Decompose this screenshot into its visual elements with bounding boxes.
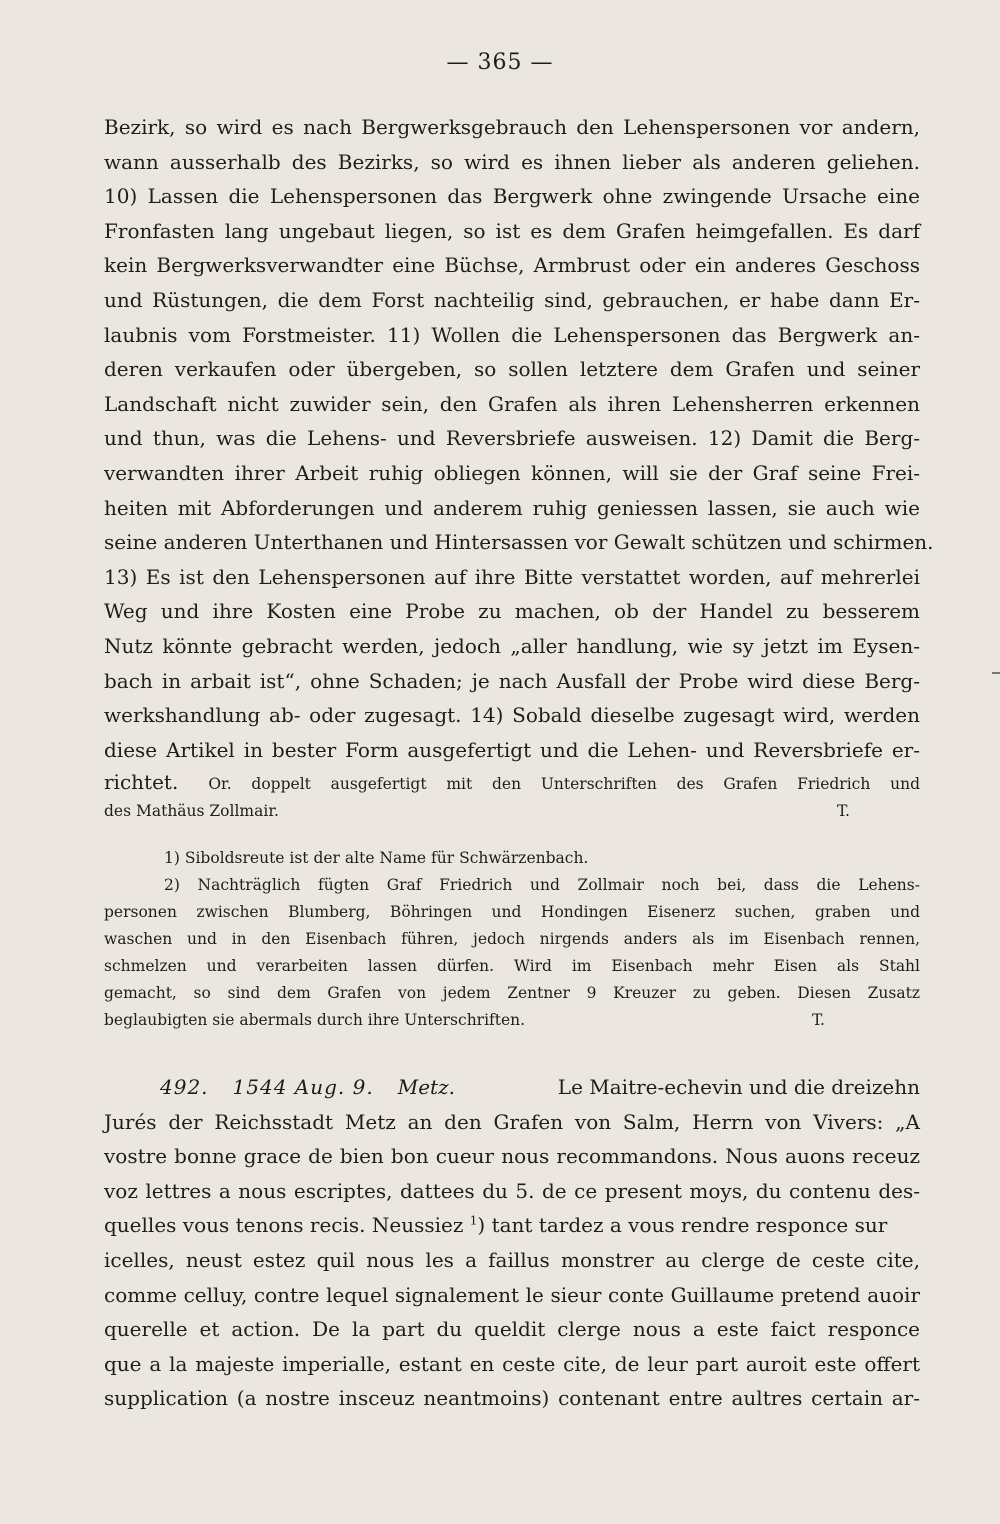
footnote-2-line: schmelzen und verarbeiten lassen dürfen. Wird im Eisenbach mehr Eisen als Stahl [104,957,920,975]
text-line: 10) Lassen die Lehenspersonen das Bergwerk ohne zwingende Ursache eine [104,184,920,209]
text-line: kein Bergwerksverwandter eine Büchse, Armbrust oder ein anderes Geschoss [104,253,920,278]
text-line: diese Artikel in bester Form ausgefertigt und die Lehen- und Reversbriefe er- [104,737,920,762]
document-entry [104,1070,920,1416]
text-line: icelles, neust estez quil nous les a faillus monstrer au clerge de ceste cite, [104,1247,920,1272]
source-note [104,766,920,825]
text-line: 13) Es ist den Lehenspersonen auf ihre Bitte verstattet worden, auf mehrerlei [104,564,920,589]
footnote-2-line: 2) Nachträglich fügten Graf Friedrich und Zollmair noch bei, dass die Lehens- [164,876,920,894]
document-number: 492. [160,1075,209,1099]
text-line: heiten mit Abforderungen und anderem ruhig geniessen lassen, sie auch wie [104,495,920,520]
main-text-block [104,110,934,767]
footnote-reference[interactable]: 1 [469,1213,478,1228]
text-line: Jurés der Reichsstadt Metz an den Grafen von Salm, Herrn von Vivers: „A [104,1109,920,1134]
footnote-2-line: waschen und in den Eisenbach führen, jedoch nirgends anders als im Eisenbach rennen, [104,930,920,948]
text-line: vostre bonne grace de bien bon cueur nous recommandons. Nous auons receuz [104,1144,920,1169]
text-line: Bezirk, so wird es nach Bergwerksgebrauch den Lehenspersonen vor andern, [104,115,920,139]
text-line: Nutz könnte gebracht werden, jedoch „aller handlung, wie sy jetzt im Eysen- [104,633,920,658]
text-line: seine anderen Unterthanen und Hintersassen vor Gewalt schützen und schirmen. [104,530,934,555]
text-line: voz lettres a nous escriptes, dattees du 5. de ce present moys, du contenu des- [104,1178,920,1203]
text-line: wann ausserhalb des Bezirks, so wird es ihnen lieber als anderen geliehen. [104,149,920,174]
footnotes [104,845,920,1034]
editor-initial: T. [837,802,850,820]
footnote-2-line: personen zwischen Blumberg, Böhringen und Hondingen Eisenerz suchen, graben und [104,903,920,921]
text-line: Weg und ihre Kosten eine Probe zu machen, ob der Handel zu besserem [104,599,920,624]
text-line: werkshandlung ab- oder zugesagt. 14) Sobald dieselbe zugesagt wird, werden [104,703,920,728]
text-line: verwandten ihrer Arbeit ruhig obliegen können, will sie der Graf seine Frei- [104,460,920,485]
text-line: querelle et action. De la part du queldit clerge nous a este faict responce [104,1317,920,1342]
text-line: comme celluy, contre lequel signalement le sieur conte Guillaume pretend auoir [104,1282,920,1307]
footnote-2-last-line: beglaubigten sie abermals durch ihre Unterschriften. [104,1011,526,1029]
text-line: Fronfasten lang ungebaut liegen, so ist es dem Grafen heimgefallen. Es darf [104,218,920,243]
page-number-header: — 365 — [446,50,554,75]
text-line: und Rüstungen, die dem Forst nachteilig sind, gebrauchen, er habe dann Er- [104,287,920,312]
footnote-editor-initial: T. [812,1011,825,1029]
text-line: bach in arbait ist“, ohne Schaden; je nach Ausfall der Probe wird diese Berg- [104,668,920,693]
text-line: que a la majeste imperialle, estant en ceste cite, de leur part auroit este offert [104,1351,920,1376]
text-line: deren verkaufen oder übergeben, so sollen letztere dem Grafen und seiner [104,357,920,382]
line-text-after-ref: ) tant tardez a vous rendre responce sur [477,1213,888,1238]
footnote-1: 1) Siboldsreute ist der alte Name für Schwärzenbach. [164,849,589,867]
document-intro: Le Maitre-echevin und die dreizehn [557,1075,920,1099]
text-line: und thun, was die Lehens- und Reversbriefe ausweisen. 12) Damit die Berg- [104,426,920,451]
text-line: supplication (a nostre insceuz neantmoins) contenant entre aultres certain ar- [104,1386,920,1411]
document-date: 1544 Aug. 9. [232,1075,374,1099]
text-line: laubnis vom Forstmeister. 11) Wollen die Lehenspersonen das Bergwerk an- [104,322,920,347]
text-line [104,1208,920,1243]
text-line: Landschaft nicht zuwider sein, den Grafen als ihren Lehensherren erkennen [104,391,920,416]
line-text-before-ref: quelles vous tenons recis. Neussiez [104,1213,464,1238]
document-heading [104,1070,920,1105]
footnote-2-line: gemacht, so sind dem Grafen von jedem Zentner 9 Kreuzer zu geben. Diesen Zusatz [104,984,920,1002]
margin-mark [992,672,1000,674]
source-note-text: Or. doppelt ausgefertigt mit den Unterschriften des Grafen Friedrich und [208,775,920,793]
source-second-line: des Mathäus Zollmair. [104,802,279,820]
source-first-word: richtet. [104,770,179,794]
document-place: Metz. [397,1075,455,1099]
